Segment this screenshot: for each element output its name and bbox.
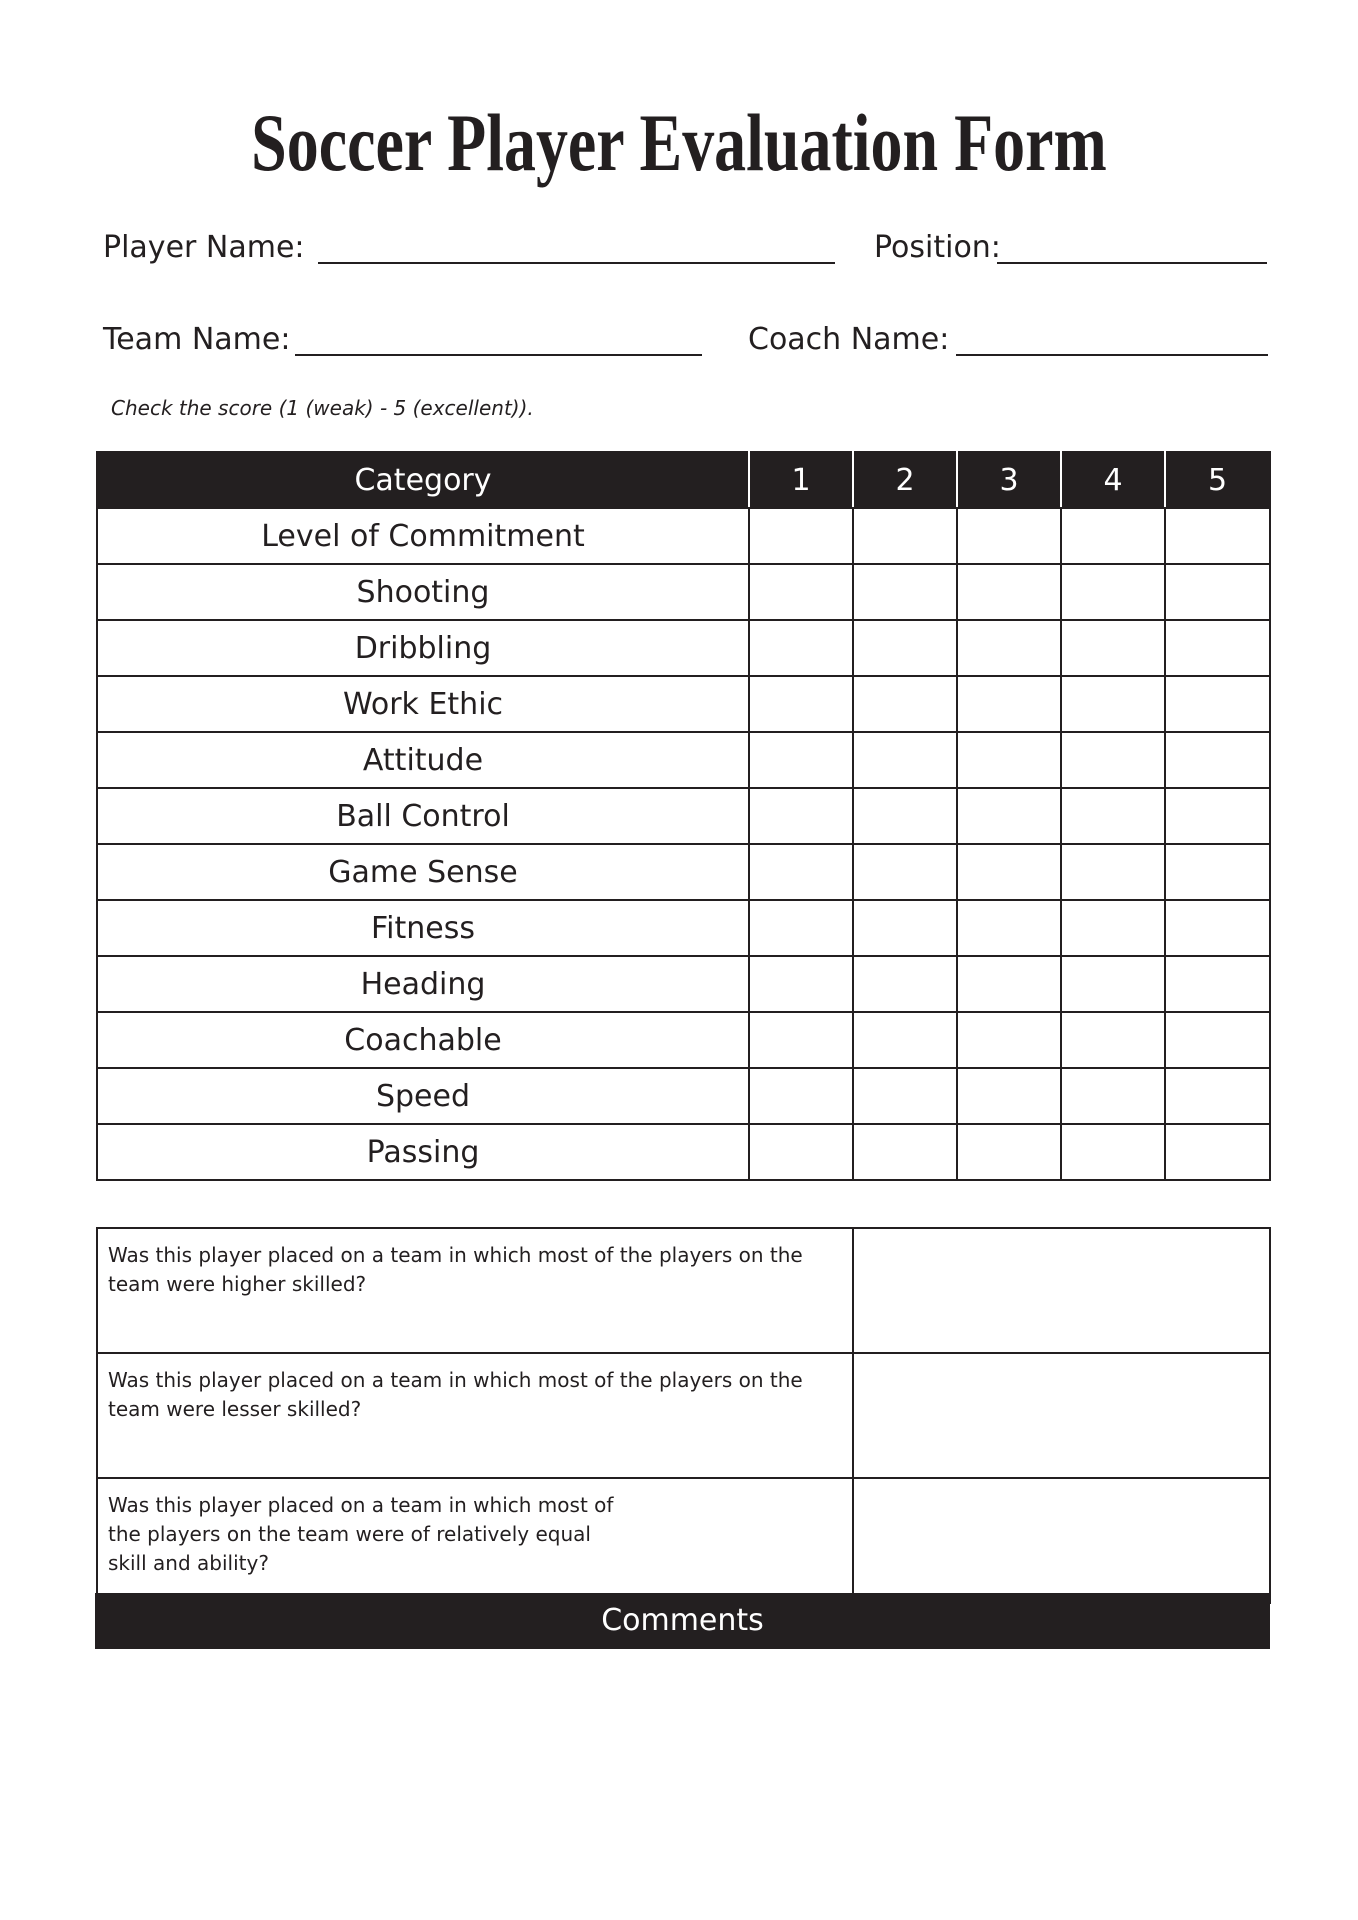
table-row (97, 1012, 1270, 1068)
category-label: Speed (97, 1068, 749, 1124)
score-checkbox-5[interactable] (1165, 1124, 1270, 1180)
score-checkbox-1[interactable] (749, 676, 853, 732)
score-checkbox-1[interactable] (749, 1068, 853, 1124)
table-row (97, 844, 1270, 900)
score-checkbox-5[interactable] (1165, 564, 1270, 620)
score-checkbox-1[interactable] (749, 732, 853, 788)
question-row (97, 1228, 1270, 1353)
category-label: Coachable (97, 1012, 749, 1068)
answer-box-higher-skilled[interactable] (853, 1228, 1270, 1353)
category-label: Fitness (97, 900, 749, 956)
question-row (97, 1478, 1270, 1603)
questions-table (96, 1227, 1271, 1604)
team-name-label: Team Name: (103, 322, 291, 357)
header-score-5: 5 (1165, 452, 1270, 508)
player-name-label: Player Name: (103, 230, 305, 265)
coach-name-label: Coach Name: (748, 322, 950, 357)
score-checkbox-3[interactable] (957, 732, 1061, 788)
answer-box-equal-skill[interactable] (853, 1478, 1270, 1603)
score-checkbox-3[interactable] (957, 900, 1061, 956)
header-score-2: 2 (853, 452, 957, 508)
score-checkbox-5[interactable] (1165, 620, 1270, 676)
coach-name-field[interactable] (956, 354, 1268, 356)
table-row (97, 564, 1270, 620)
question-text-equal-skill: Was this player placed on a team in which most of the players on the team were of relatively equal skill and ability? (97, 1478, 853, 1603)
score-checkbox-3[interactable] (957, 956, 1061, 1012)
category-label: Shooting (97, 564, 749, 620)
score-checkbox-3[interactable] (957, 508, 1061, 564)
question-text-higher-skilled: Was this player placed on a team in which most of the players on the team were higher skilled? (97, 1228, 853, 1353)
category-label: Game Sense (97, 844, 749, 900)
score-checkbox-5[interactable] (1165, 900, 1270, 956)
score-instruction: Check the score (1 (weak) - 5 (excellent)). (111, 396, 534, 420)
score-checkbox-1[interactable] (749, 788, 853, 844)
score-checkbox-5[interactable] (1165, 844, 1270, 900)
category-label: Level of Commitment (97, 508, 749, 564)
score-table-header (97, 452, 1270, 508)
score-checkbox-3[interactable] (957, 564, 1061, 620)
position-field[interactable] (997, 262, 1267, 264)
score-checkbox-5[interactable] (1165, 788, 1270, 844)
score-checkbox-5[interactable] (1165, 956, 1270, 1012)
score-checkbox-3[interactable] (957, 1012, 1061, 1068)
score-checkbox-1[interactable] (749, 620, 853, 676)
score-checkbox-1[interactable] (749, 1012, 853, 1068)
player-name-field[interactable] (318, 262, 835, 264)
header-score-3: 3 (957, 452, 1061, 508)
position-label: Position: (874, 230, 1001, 265)
form-title: Soccer Player Evaluation Form (251, 97, 1107, 188)
comments-header: Comments (95, 1593, 1270, 1649)
score-checkbox-4[interactable] (1061, 844, 1165, 900)
category-label: Work Ethic (97, 676, 749, 732)
score-checkbox-1[interactable] (749, 900, 853, 956)
score-checkbox-4[interactable] (1061, 732, 1165, 788)
score-checkbox-4[interactable] (1061, 788, 1165, 844)
score-checkbox-5[interactable] (1165, 1068, 1270, 1124)
score-table (96, 451, 1271, 1181)
score-checkbox-4[interactable] (1061, 564, 1165, 620)
score-checkbox-4[interactable] (1061, 956, 1165, 1012)
score-checkbox-1[interactable] (749, 564, 853, 620)
score-checkbox-1[interactable] (749, 844, 853, 900)
score-checkbox-5[interactable] (1165, 508, 1270, 564)
score-checkbox-2[interactable] (853, 900, 957, 956)
table-row (97, 1124, 1270, 1180)
header-score-1: 1 (749, 452, 853, 508)
question-row (97, 1353, 1270, 1478)
table-row (97, 1068, 1270, 1124)
score-checkbox-4[interactable] (1061, 900, 1165, 956)
score-checkbox-4[interactable] (1061, 676, 1165, 732)
score-checkbox-2[interactable] (853, 676, 957, 732)
score-checkbox-2[interactable] (853, 620, 957, 676)
score-checkbox-3[interactable] (957, 1068, 1061, 1124)
score-checkbox-5[interactable] (1165, 676, 1270, 732)
score-checkbox-3[interactable] (957, 1124, 1061, 1180)
category-label: Dribbling (97, 620, 749, 676)
table-row (97, 508, 1270, 564)
category-label: Heading (97, 956, 749, 1012)
category-label: Attitude (97, 732, 749, 788)
score-checkbox-2[interactable] (853, 1068, 957, 1124)
answer-box-lesser-skilled[interactable] (853, 1353, 1270, 1478)
score-checkbox-2[interactable] (853, 1012, 957, 1068)
score-checkbox-3[interactable] (957, 676, 1061, 732)
category-label: Ball Control (97, 788, 749, 844)
score-checkbox-4[interactable] (1061, 1068, 1165, 1124)
score-checkbox-1[interactable] (749, 1124, 853, 1180)
score-checkbox-3[interactable] (957, 788, 1061, 844)
score-checkbox-4[interactable] (1061, 620, 1165, 676)
question-text-lesser-skilled: Was this player placed on a team in which most of the players on the team were lesser skilled? (97, 1353, 853, 1478)
table-row (97, 900, 1270, 956)
team-name-field[interactable] (295, 354, 702, 356)
table-row (97, 676, 1270, 732)
score-checkbox-2[interactable] (853, 508, 957, 564)
table-row (97, 788, 1270, 844)
category-label: Passing (97, 1124, 749, 1180)
score-checkbox-2[interactable] (853, 1124, 957, 1180)
score-checkbox-4[interactable] (1061, 1124, 1165, 1180)
score-checkbox-5[interactable] (1165, 1012, 1270, 1068)
score-checkbox-3[interactable] (957, 844, 1061, 900)
score-checkbox-2[interactable] (853, 788, 957, 844)
score-checkbox-1[interactable] (749, 956, 853, 1012)
table-row (97, 732, 1270, 788)
score-checkbox-5[interactable] (1165, 732, 1270, 788)
score-checkbox-3[interactable] (957, 620, 1061, 676)
score-checkbox-1[interactable] (749, 508, 853, 564)
score-checkbox-2[interactable] (853, 732, 957, 788)
score-checkbox-4[interactable] (1061, 508, 1165, 564)
header-score-4: 4 (1061, 452, 1165, 508)
table-row (97, 620, 1270, 676)
score-checkbox-2[interactable] (853, 844, 957, 900)
score-checkbox-4[interactable] (1061, 1012, 1165, 1068)
table-row (97, 956, 1270, 1012)
score-checkbox-2[interactable] (853, 956, 957, 1012)
score-checkbox-2[interactable] (853, 564, 957, 620)
header-category: Category (97, 452, 749, 508)
